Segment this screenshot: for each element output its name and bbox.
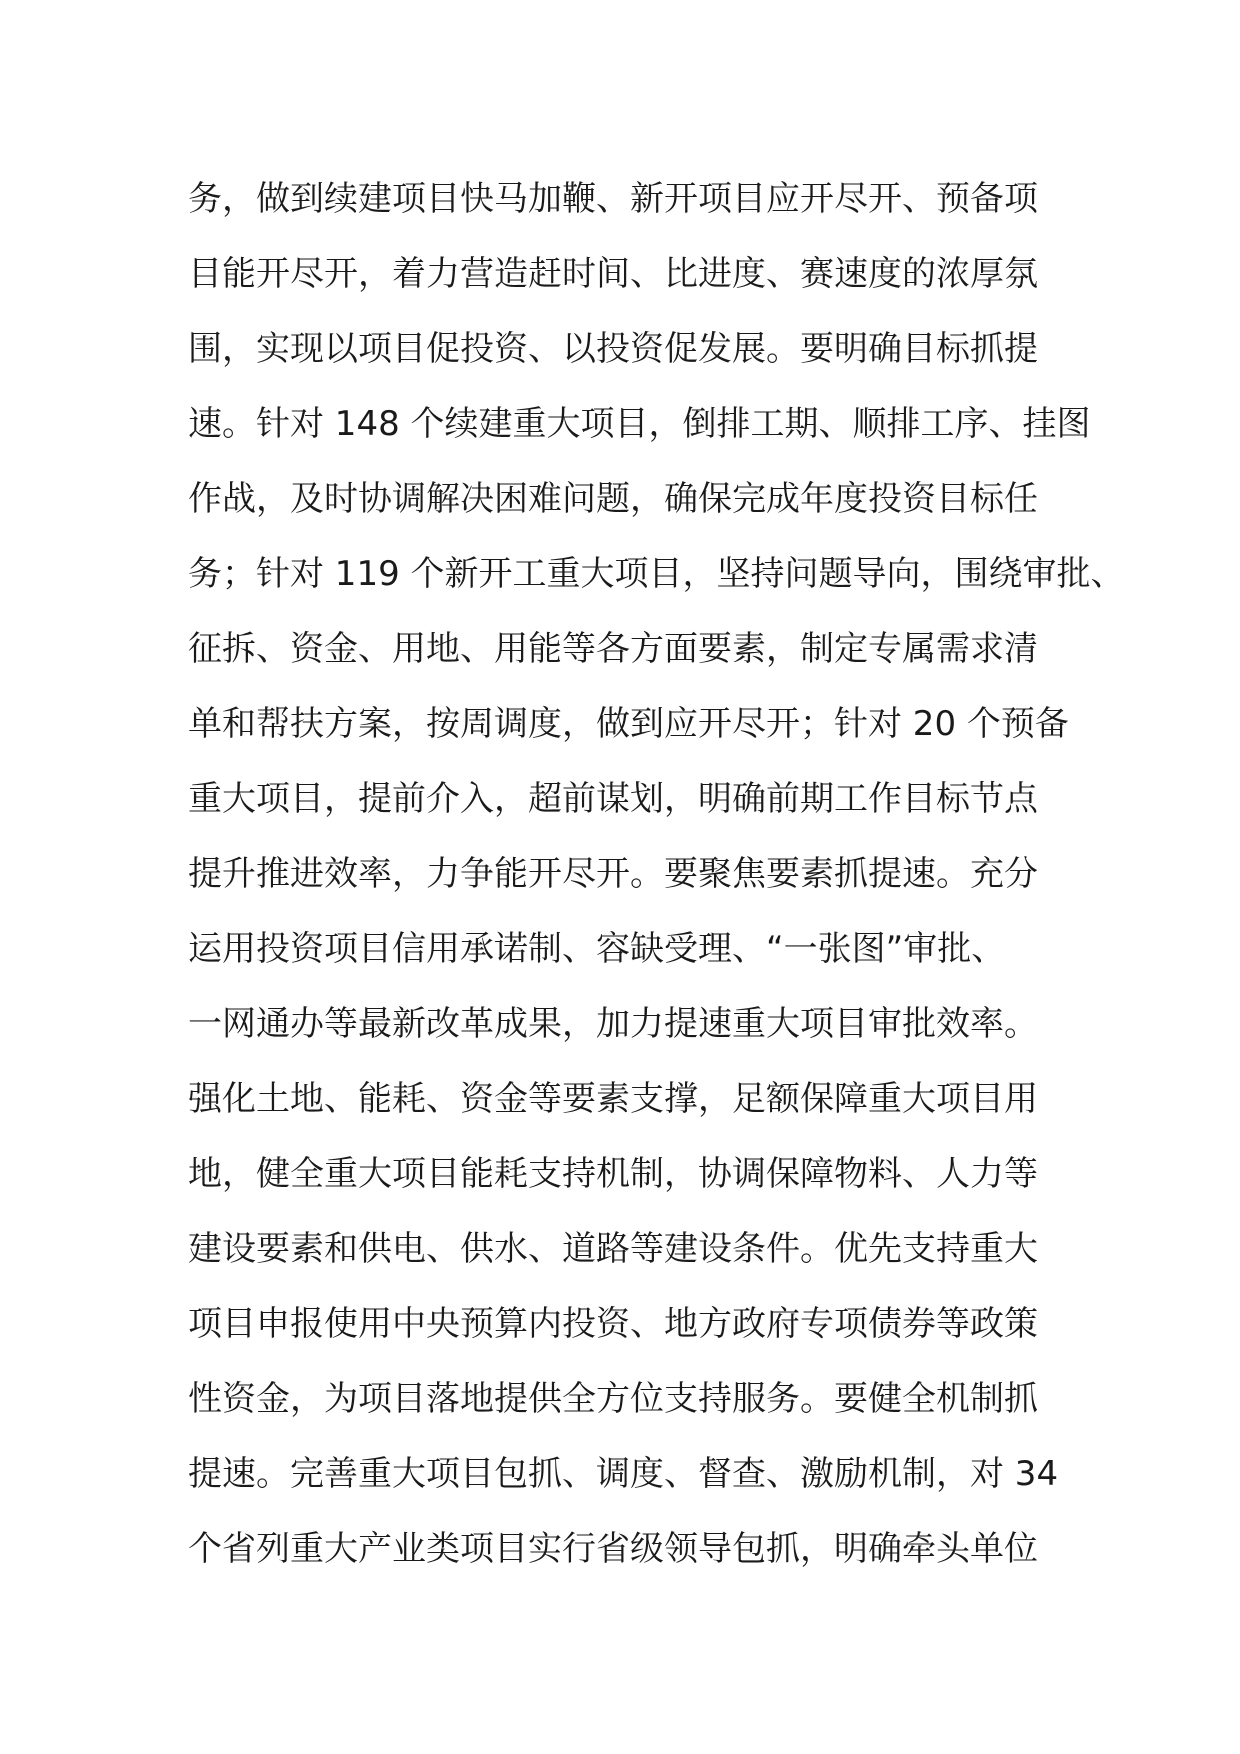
text-line: 提速。完善重大项目包抓、调度、督查、激励机制，对 34	[188, 1454, 1059, 1494]
text-line: 建设要素和供电、供水、道路等建设条件。优先支持重大	[188, 1229, 1038, 1269]
text-line: 强化土地、能耗、资金等要素支撑，足额保障重大项目用	[188, 1079, 1038, 1119]
text-line: 围，实现以项目促投资、以投资促发展。要明确目标抓提	[188, 329, 1038, 369]
text-line: 目能开尽开，着力营造赶时间、比进度、赛速度的浓厚氛	[188, 254, 1038, 294]
text-line: 单和帮扶方案，按周调度，做到应开尽开；针对 20 个预备	[188, 704, 1069, 744]
text-line: 地，健全重大项目能耗支持机制，协调保障物料、人力等	[188, 1154, 1038, 1194]
text-line: 提升推进效率，力争能开尽开。要聚焦要素抓提速。充分	[188, 854, 1038, 894]
text-line: 务；针对 119 个新开工重大项目，坚持问题导向，围绕审批、	[188, 554, 1125, 594]
text-line: 速。针对 148 个续建重大项目，倒排工期、顺排工序、挂图	[188, 404, 1091, 444]
text-line: 运用投资项目信用承诺制、容缺受理、“一张图”审批、	[188, 929, 1006, 969]
text-line: 项目申报使用中央预算内投资、地方政府专项债券等政策	[188, 1304, 1038, 1344]
text-line: 一网通办等最新改革成果，加力提速重大项目审批效率。	[188, 1004, 1038, 1044]
text-line: 作战，及时协调解决困难问题，确保完成年度投资目标任	[188, 479, 1038, 519]
body-paragraph	[188, 162, 1125, 1587]
text-line: 征拆、资金、用地、用能等各方面要素，制定专属需求清	[188, 629, 1038, 669]
text-line: 个省列重大产业类项目实行省级领导包抓，明确牵头单位	[188, 1529, 1038, 1569]
text-line: 性资金，为项目落地提供全方位支持服务。要健全机制抓	[188, 1379, 1038, 1419]
text-line: 重大项目，提前介入，超前谋划，明确前期工作目标节点	[188, 779, 1038, 819]
text-line: 务，做到续建项目快马加鞭、新开项目应开尽开、预备项	[188, 179, 1038, 219]
